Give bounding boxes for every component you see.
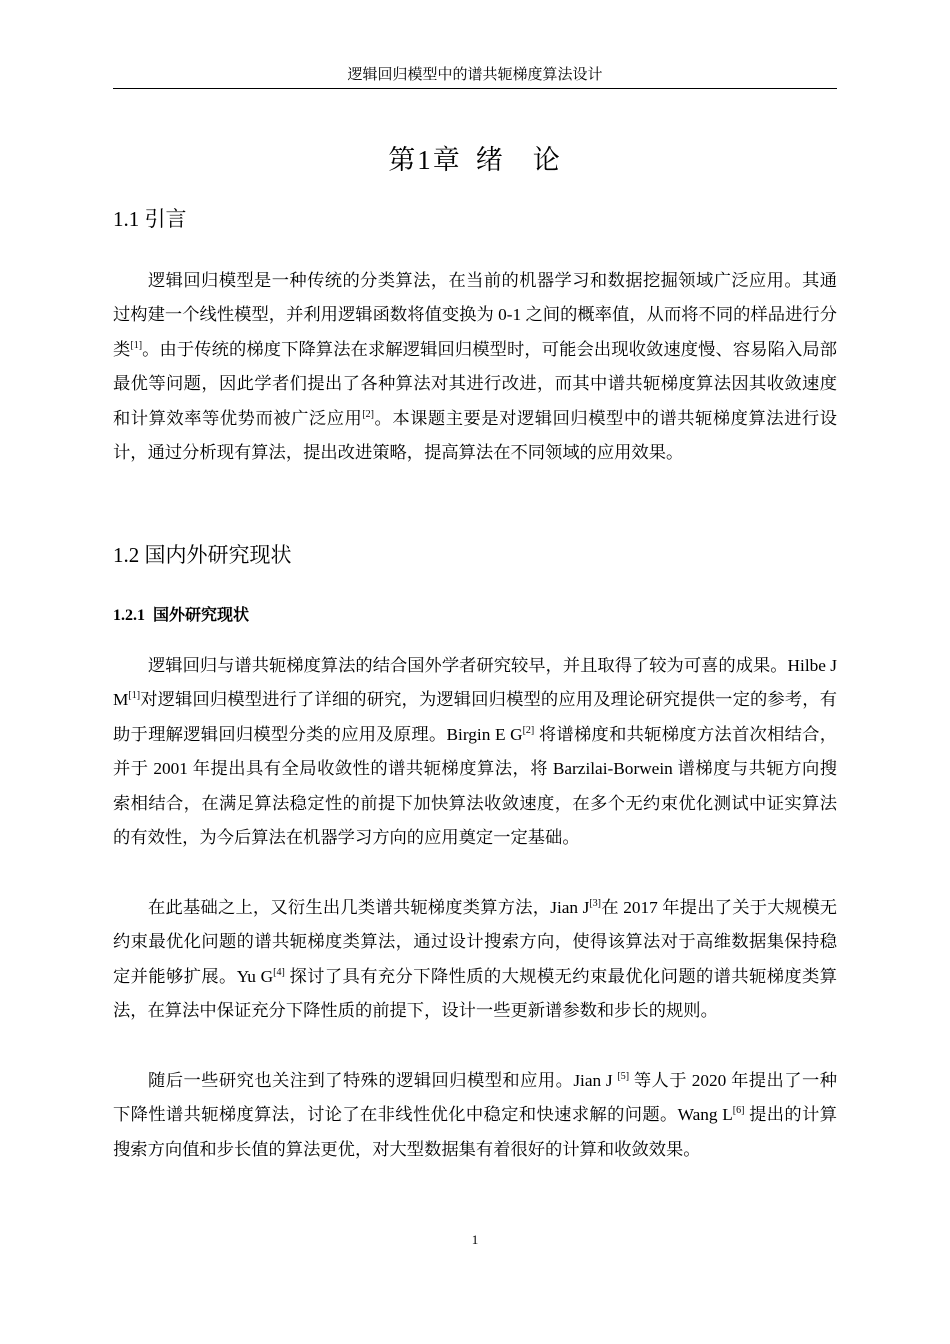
chapter-title <box>0 140 950 180</box>
section-heading-research-status: 1.2 国内外研究现状 <box>113 543 292 567</box>
citation-ref: [6] <box>732 1105 745 1117</box>
paragraph-text: 在此基础之上，又衍生出几类谱共轭梯度类算方法，Jian J <box>148 898 590 917</box>
paragraph-text: 逻辑回归模型是一种传统的分类算法，在当前的机器学习和数据挖掘领域广泛应用。其通过构建一个线性模型，并利用逻辑函数将值变换为 0-1 之间的概率值，从而将不同的样品进行分类 <box>113 271 837 359</box>
paragraph-intro <box>113 264 837 470</box>
paragraph-text: 逻辑回归与谱共轭梯度算法的结合国外学者研究较早，并且取得了较为可喜的成果。Hilbe J M <box>113 656 837 710</box>
subsection-number: 1.2.1 <box>113 607 145 624</box>
chapter-title-first: 绪 <box>475 145 505 175</box>
chapter-prefix: 第 <box>388 145 418 175</box>
citation-ref: [3] <box>589 898 601 910</box>
citation-ref: [4] <box>273 967 285 979</box>
citation-ref: [2] <box>362 408 374 420</box>
chapter-number: 1 <box>417 145 433 175</box>
subsection-heading-foreign <box>113 604 249 628</box>
subsection-title: 国外研究现状 <box>153 607 250 624</box>
citation-ref: [1] <box>128 690 141 702</box>
paragraph-text: 对逻辑回归模型进行了详细的研究，为逻辑回归模型的应用及理论研究提供一定的参考，有助于理解逻辑回归模型分类的应用及原理。Birgin E G <box>113 690 837 744</box>
page-number: 1 <box>471 1232 479 1247</box>
citation-ref: [5] <box>617 1071 630 1083</box>
paragraph-text: 探讨了具有充分下降性质的大规模无约束最优化问题的谱共轭梯度类算法，在算法中保证充分下降性质的前提下，设计一些更新谱参数和步长的规则。 <box>113 966 837 1021</box>
paragraph-text: 将谱梯度和共轭梯度方法首次相结合，并于 2001 年提出具有全局收敛性的谱共轭梯度算法，将 Barzilai-Borwein 谱梯度与共轭方向搜索相结合，在满足算法稳定性的前提下加快算法收敛速度，在多个无约束优化测试中证实算法的有效性，为今后算法在机器学习方向的应用奠定一定基础。 <box>113 724 837 848</box>
paragraph-foreign-1 <box>113 649 837 855</box>
section-heading-intro: 1.1 引言 <box>113 207 187 231</box>
citation-ref: [1] <box>130 340 143 352</box>
paragraph-text: 等人于 2020 年提出了一种下降性谱共轭梯度算法，讨论了在非线性优化中稳定和快速求解的问题。Wang L <box>113 1071 837 1125</box>
running-header: 逻辑回归模型中的谱共轭梯度算法设计 <box>113 64 837 89</box>
paragraph-text: 在 2017 年提出了关于大规模无约束最优化问题的谱共轭梯度类算法，通过设计搜索方向，使得该算法对于高维数据集保持稳定并能够扩展。Yu G <box>113 898 837 986</box>
paragraph-text: 随后一些研究也关注到了特殊的逻辑回归模型和应用。Jian J <box>148 1071 618 1090</box>
chapter-title-second: 论 <box>532 145 562 175</box>
paragraph-foreign-2 <box>113 891 837 1029</box>
paragraph-text: 提出的计算搜索方向值和步长值的算法更优，对大型数据集有着很好的计算和收敛效果。 <box>113 1105 837 1159</box>
paragraph-foreign-3 <box>113 1064 837 1167</box>
paragraph-text: 。由于传统的梯度下降算法在求解逻辑回归模型时，可能会出现收敛速度慢、容易陷入局部最优等问题，因此学者们提出了各种算法对其进行改进，而其中谱共轭梯度算法因其收敛速度和计算效率等优势而被广泛应用 <box>113 339 837 428</box>
citation-ref: [2] <box>522 725 535 737</box>
paragraph-text: 。本课题主要是对逻辑回归模型中的谱共轭梯度算法进行设计，通过分析现有算法，提出改进策略，提高算法在不同领域的应用效果。 <box>113 408 837 463</box>
chapter-word: 章 <box>432 145 462 175</box>
